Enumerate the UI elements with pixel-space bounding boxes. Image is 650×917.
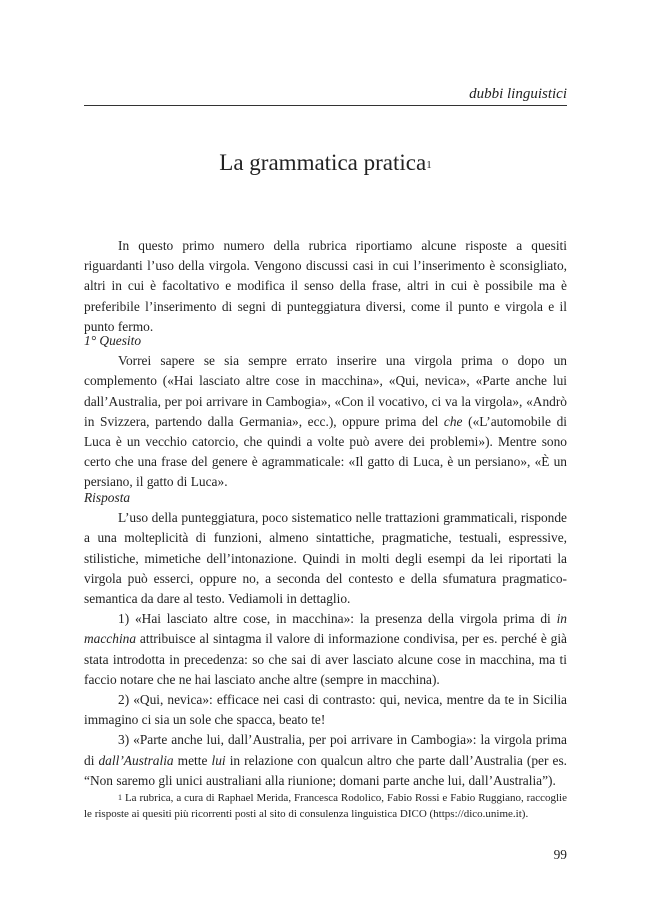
running-header: dubbi linguistici <box>469 86 567 102</box>
risposta-p2-b: attribuisce al sintagma il valore di informazione condivisa, per es. perché è già stata introdotta in precedenza: so che sai di aver lasciato alcune cose in macchina, ma ti faccio notare che ne hai lasciato anche altre (sempre in macchina). <box>84 631 567 687</box>
page-number: 99 <box>553 847 567 862</box>
risposta-p4-a: 3) «Parte anche lui, dall’Australia, per poi arrivare in Cambogia»: la virgola prima di <box>84 732 567 768</box>
quesito-section <box>84 331 567 493</box>
article-title-text: La grammatica pratica <box>219 150 427 175</box>
article-title <box>84 148 567 178</box>
footnote-mark: 1 <box>118 793 122 802</box>
intro-paragraph: In questo primo numero della rubrica riportiamo alcune risposte a quesiti riguardanti l’uso della virgola. Vengono discussi casi in cui l’inserimento è sconsigliato, altri in cui è facoltativo e modifica il senso della frase, altri in cui è possibile ma è preferibile l’inserimento di segni di punteggiatura diversi, come il punto e virgola e il punto fermo. <box>84 238 567 334</box>
footnote-paragraph <box>84 790 567 822</box>
quesito-label: 1° Quesito <box>84 333 142 348</box>
risposta-p4-b: mette <box>173 752 212 768</box>
quesito-text-a: Vorrei sapere se sia sempre errato inserire una virgola prima o dopo un complemento («Hai lasciato altre cose in macchina», «Qui, nevica», «Parte anche lui dall’Australia, per poi arrivare in Cambogia», «Con il vocativo, ci va la virgola», «Andrò in Svizzera, partendo dalla Germania», ecc.), oppure prima del <box>84 353 567 429</box>
risposta-section <box>84 488 567 791</box>
risposta-paragraph-2 <box>84 609 567 690</box>
quesito-paragraph <box>84 351 567 492</box>
quesito-text-b: («L’automobile di Luca è un vecchio catorcio, che quindi a volte può avere dei problemi»). Mentre sono certo che una frase del genere è agrammaticale: «Il gatto di Luca, è un persiano», «È un persiano, il gatto di Luca». <box>84 413 567 490</box>
footnote <box>84 790 567 822</box>
header-rule <box>84 105 567 106</box>
risposta-paragraph-3: 2) «Qui, nevica»: efficace nei casi di contrasto: qui, nevica, mentre da te in Sicilia immagino ci sia un sole che spacca, beato te! <box>84 692 567 728</box>
risposta-p2-em: in macchina <box>84 611 567 647</box>
risposta-p4-em1: dall’Australia <box>98 752 174 768</box>
footnote-text: La rubrica, a cura di Raphael Merida, Francesca Rodolico, Fabio Rossi e Fabio Ruggiano, raccoglie le risposte ai quesiti più ricorrenti posti al sito di consulenza linguistica DICO (https://dico.unime.it). <box>84 792 567 820</box>
risposta-label: Risposta <box>84 490 131 505</box>
risposta-paragraph-4 <box>84 730 567 791</box>
quesito-text-em: che <box>443 413 463 429</box>
risposta-paragraph-1: L’uso della punteggiatura, poco sistematico nelle trattazioni grammaticali, risponde a una molteplicità di funzioni, almeno sintattiche, pragmatiche, testuali, espressive, stilistiche, mimetiche dell’intonazione. Quindi in molti degli esempi da lei riportati la virgola può esserci, oppure no, a seconda del contesto e della sfumatura pragmatico-semantica da dare al testo. Vediamoli in dettaglio. <box>84 510 567 607</box>
risposta-p2-a: 1) «Hai lasciato altre cose, in macchina»: la presenza della virgola prima di <box>118 611 557 627</box>
risposta-p4-em2: lui <box>211 752 226 768</box>
risposta-p4-c: in relazione con qualcun altro che parte dall’Australia (per es. “Non saremo gli unici australiani alla riunione; domani parte anche lui, dall’Australia”). <box>84 752 567 788</box>
intro-paragraph-block <box>84 236 567 337</box>
title-footnote-mark[interactable]: 1 <box>426 159 432 171</box>
